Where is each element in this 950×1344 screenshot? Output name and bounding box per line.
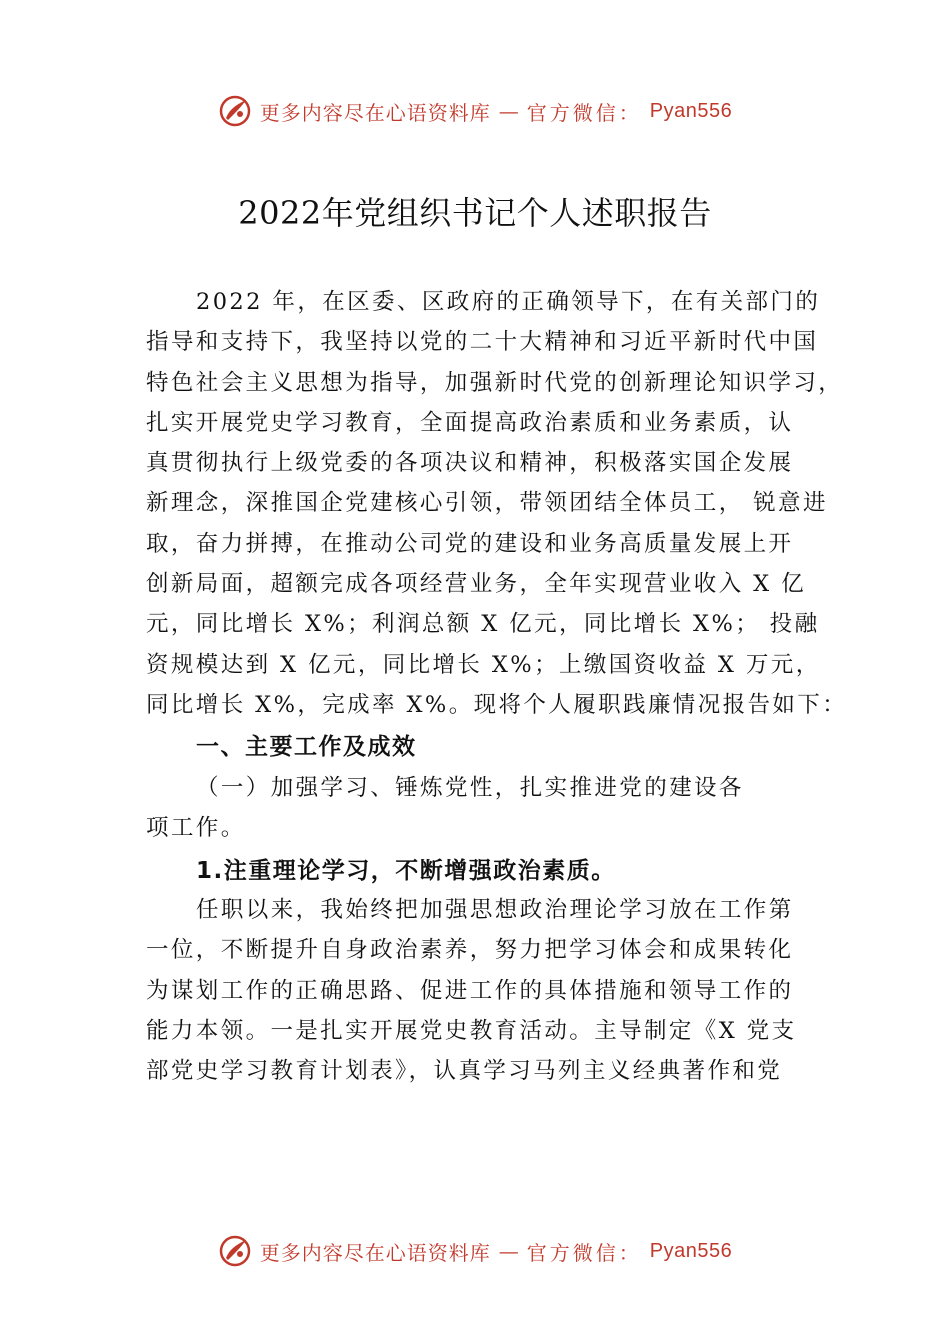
paragraph-line: 为谋划工作的正确思路、促进工作的具体措施和领导工作的 xyxy=(146,977,794,1004)
footer-banner xyxy=(0,1234,950,1268)
header-banner xyxy=(0,94,950,128)
document-title: 2022年党组织书记个人述职报告 xyxy=(238,194,712,232)
banner-dash: — xyxy=(498,1239,519,1263)
intro-paragraph xyxy=(146,282,848,725)
banner-dash: — xyxy=(498,99,519,123)
paragraph-line: 部党史学习教育计划表》，认真学习马列主义经典著作和党 xyxy=(146,1058,783,1085)
subheading-line: 项工作。 xyxy=(146,815,246,841)
paragraph-line: 资规模达到 X 亿元，同比增长 X%；上缴国资收益 X 万元， xyxy=(146,651,821,678)
paragraph-line: 扎实开展党史学习教育，全面提高政治素质和业务素质，认 xyxy=(146,409,794,436)
paragraph-line: 取，奋力拼搏，在推动公司党的建设和业务高质量发展上开 xyxy=(146,530,794,557)
paragraph-line: 元，同比增长 X%；利润总额 X 亿元，同比增长 X%； 投融 xyxy=(146,611,820,638)
banner-handle: Pyan556 xyxy=(649,99,733,122)
paragraph-line: 创新局面，超额完成各项经营业务，全年实现营业收入 X 亿 xyxy=(146,571,807,598)
subsection-heading xyxy=(146,768,826,848)
paragraph-line: 2022 年，在区委、区政府的正确领导下，在有关部门的 xyxy=(196,289,821,315)
brush-logo-icon xyxy=(218,94,252,128)
banner-handle: Pyan556 xyxy=(649,1239,733,1262)
subheading-line: （一）加强学习、锤炼党性，扎实推进党的建设各 xyxy=(196,775,744,801)
banner-wechat-label: 官方微信： xyxy=(526,100,642,125)
paragraph-line: 同比增长 X%，完成率 X%。现将个人履职践廉情况报告如下： xyxy=(146,691,848,718)
paragraph-line: 特色社会主义思想为指导，加强新时代党的创新理论知识学习， xyxy=(146,369,844,396)
banner-text: 更多内容尽在心语资料库 xyxy=(259,1240,491,1265)
paragraph-line: 一位，不断提升自身政治素养，努力把学习体会和成果转化 xyxy=(146,937,794,964)
paragraph-line: 任职以来，我始终把加强思想政治理论学习放在工作第 xyxy=(196,897,794,923)
paragraph-line: 能力本领。一是扎实开展党史教育活动。主导制定《X 党支 xyxy=(146,1017,797,1044)
banner-wechat-label: 官方微信： xyxy=(526,1240,642,1265)
paragraph-line: 新理念，深推国企党建核心引领，带领团结全体员工， 锐意进 xyxy=(146,490,828,517)
banner-text: 更多内容尽在心语资料库 xyxy=(259,100,491,125)
paragraph-line: 指导和支持下，我坚持以党的二十大精神和习近平新时代中国 xyxy=(146,329,819,356)
bold-point-heading: 1.注重理论学习，不断增强政治素质。 xyxy=(196,858,616,884)
brush-logo-icon xyxy=(218,1234,252,1268)
paragraph-line: 真贯彻执行上级党委的各项决议和精神，积极落实国企发展 xyxy=(146,450,794,477)
section-heading: 一、主要工作及成效 xyxy=(196,734,417,760)
body-paragraph xyxy=(146,890,826,1091)
